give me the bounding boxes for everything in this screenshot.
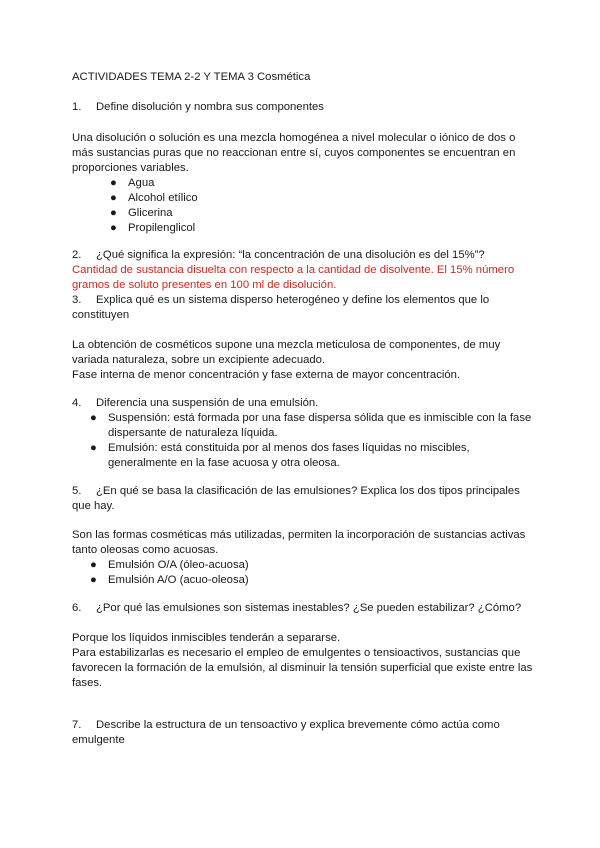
answer-6-line-1: Porque los líquidos inmiscibles tenderán a separarse.: [72, 632, 341, 644]
bullet-icon: ●: [110, 207, 117, 219]
answer-1-line-1: Una disolución o solución es una mezcla homogénea a nivel molecular o iónico de dos o: [72, 132, 516, 144]
list-item: ● Glicerina: [110, 207, 173, 219]
answer-1-line-3: proporciones variables.: [72, 162, 189, 174]
question-6-text: ¿Por qué las emulsiones son sistemas inestables? ¿Se pueden estabilizar? ¿Cómo?: [96, 602, 522, 614]
bullet-icon: ●: [110, 177, 117, 189]
answer-6-line-3: favorecen la formación de la emulsión, al disminuir la tensión superficial que existe entre las: [72, 662, 533, 674]
answer-6-line-2: Para estabilizarlas es necesario el empleo de emulgentes o tensioactivos, sustancias que: [72, 647, 521, 659]
answer-5-line-1: Son las formas cosméticas más utilizadas, permiten la incorporación de sustancias activas: [72, 529, 526, 541]
bullet-icon: ●: [110, 192, 117, 204]
list-item: ● Agua: [110, 177, 155, 189]
list-item: ● Emulsión A/O (acuo-oleosa): [90, 574, 249, 586]
bullet-icon: ●: [90, 574, 97, 586]
answer-3-line-1: La obtención de cosméticos supone una mezcla meticulosa de componentes, de muy: [72, 339, 501, 351]
answer-6-line-4: fases.: [72, 677, 103, 689]
document-title: ACTIVIDADES TEMA 2-2 Y TEMA 3 Cosmética: [72, 71, 311, 83]
question-6-number: 6.: [72, 602, 82, 614]
answer-3-line-2: variada naturaleza, sobre un excipiente adecuado.: [72, 354, 326, 366]
list-item: ● Emulsión: está constituida por al menos dos fases líquidas no miscibles,: [90, 442, 470, 454]
question-3-text-line-2: constituyen: [72, 309, 130, 321]
question-4-text: Diferencia una suspensión de una emulsión.: [96, 397, 319, 409]
question-1-text: Define disolución y nombra sus componentes: [96, 101, 324, 113]
list-item-continuation: generalmente en la fase acuosa y otra oleosa.: [108, 457, 340, 469]
bullet-icon: ●: [90, 412, 97, 424]
question-4-number: 4.: [72, 397, 82, 409]
question-5-number: 5.: [72, 485, 82, 497]
question-1-number: 1.: [72, 101, 82, 113]
answer-2-line-1: Cantidad de sustancia disuelta con respecto a la cantidad de disolvente. El 15% número: [72, 264, 515, 276]
answer-1-line-2: más sustancias puras que no reaccionan entre sí, cuyos componentes se encuentran en: [72, 147, 516, 159]
question-2-number: 2.: [72, 249, 82, 261]
question-7-text-line-2: emulgente: [72, 734, 125, 746]
list-item-continuation: dispersante de naturaleza líquida.: [108, 427, 278, 439]
question-2-text: ¿Qué significa la expresión: “la concentración de una disolución es del 15%”?: [96, 249, 485, 261]
answer-2-line-2: gramos de soluto presentes en 100 ml de disolución.: [72, 279, 337, 291]
bullet-icon: ●: [90, 559, 97, 571]
list-item: ● Suspensión: está formada por una fase dispersa sólida que es inmiscible con la fase: [90, 412, 532, 424]
answer-5-line-2: tanto oleosas como acuosas.: [72, 544, 219, 556]
question-5-text-line-2: que hay.: [72, 500, 115, 512]
list-item: ● Propilenglicol: [110, 222, 196, 234]
list-item: ● Alcohol etílico: [110, 192, 198, 204]
answer-3-line-3: Fase interna de menor concentración y fase externa de mayor concentración.: [72, 369, 461, 381]
bullet-icon: ●: [90, 442, 97, 454]
list-item: ● Emulsión O/A (óleo-acuosa): [90, 559, 249, 571]
bullet-icon: ●: [110, 222, 117, 234]
question-7-text-line-1: Describe la estructura de un tensoactivo y explica brevemente cómo actúa como: [96, 719, 500, 731]
question-7-number: 7.: [72, 719, 82, 731]
question-3-number: 3.: [72, 294, 82, 306]
question-3-text-line-1: Explica qué es un sistema disperso heterogéneo y define los elementos que lo: [96, 294, 490, 306]
question-5-text-line-1: ¿En qué se basa la clasificación de las emulsiones? Explica los dos tipos principales: [96, 485, 520, 497]
